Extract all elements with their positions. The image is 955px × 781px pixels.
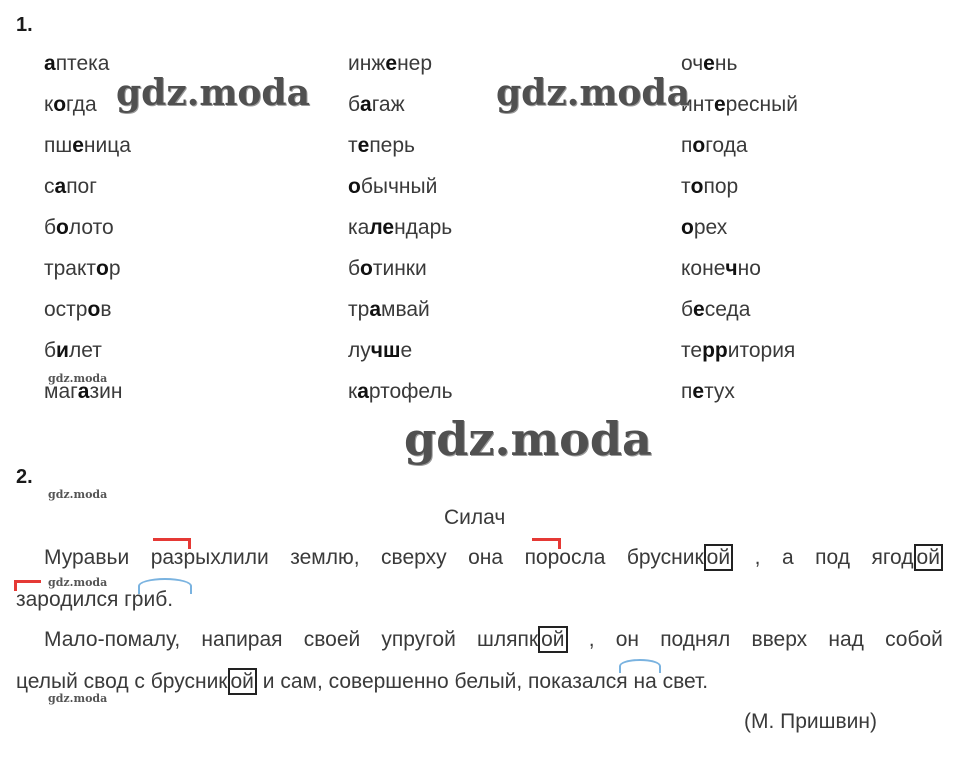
vocabulary-word: сапог <box>44 175 97 198</box>
highlighted-letter: ле <box>369 216 395 239</box>
text-title: Силач <box>444 506 506 529</box>
watermark: gdz.moda <box>496 72 690 114</box>
highlighted-letter: а <box>44 52 56 75</box>
watermark: gdz.moda <box>48 488 108 501</box>
highlighted-letter: о <box>53 93 67 116</box>
vocabulary-word: интересный <box>681 93 798 116</box>
watermark: gdz.moda <box>48 576 108 589</box>
vocabulary-word: магазин <box>44 380 123 403</box>
highlighted-letter: е <box>72 134 84 157</box>
vocabulary-word: когда <box>44 93 97 116</box>
vocabulary-word: территория <box>681 339 796 362</box>
paragraph-2-line-2: целый свод с брусник ой и сам, совершенно белый, показался на свет. <box>16 670 709 693</box>
vocabulary-word: календарь <box>348 216 453 239</box>
highlighted-letter: ч <box>725 257 738 280</box>
vocabulary-word: болото <box>44 216 114 239</box>
vocabulary-word: беседа <box>681 298 751 321</box>
vocabulary-word: багаж <box>348 93 405 116</box>
vocabulary-word: петух <box>681 380 735 403</box>
highlighted-letter: е <box>692 380 705 403</box>
highlighted-letter: е <box>703 52 715 75</box>
highlighted-letter: а <box>357 380 369 403</box>
highlighted-letter: о <box>360 257 373 280</box>
highlighted-letter: а <box>369 298 381 321</box>
vocabulary-word: пшеница <box>44 134 131 157</box>
highlighted-letter: о <box>96 257 109 280</box>
highlighted-letter: о <box>56 216 69 239</box>
vocabulary-word: аптека <box>44 52 110 75</box>
watermark: gdz.moda <box>48 372 108 385</box>
highlighted-letter: о <box>690 175 704 198</box>
vocabulary-word: конечно <box>681 257 761 280</box>
watermark: gdz.moda <box>404 412 652 466</box>
vocabulary-word: погода <box>681 134 748 157</box>
paragraph-2-line-1: Мало-помалу, напирая своей упругой шляпк ой , он поднял вверх над собой <box>44 628 943 651</box>
highlighted-letter: а <box>77 380 90 403</box>
paragraph-1-line-2: зародился гриб. <box>16 588 174 611</box>
highlighted-letter: о <box>692 134 706 157</box>
vocabulary-word: ботинки <box>348 257 427 280</box>
vocabulary-word: инженер <box>348 52 433 75</box>
vocabulary-word: очень <box>681 52 738 75</box>
highlighted-letter: о <box>681 216 694 239</box>
highlighted-letter: а <box>360 93 372 116</box>
highlighted-letter: о <box>87 298 101 321</box>
author-attribution: (М. Пришвин) <box>744 710 877 733</box>
highlighted-letter: е <box>693 298 705 321</box>
highlighted-letter: о <box>348 175 361 198</box>
exercise-1-number: 1. <box>16 14 33 36</box>
highlighted-letter: рр <box>702 339 728 362</box>
vocabulary-word: топор <box>681 175 739 198</box>
watermark: gdz.moda <box>48 692 108 705</box>
highlighted-letter: а <box>54 175 67 198</box>
highlighted-letter: е <box>713 93 726 116</box>
paragraph-1-line-1: Муравьи разрыхлили землю, сверху она поросла брусник ой , а под ягод ой <box>44 546 943 570</box>
vocabulary-word: орех <box>681 216 728 239</box>
vocabulary-word: теперь <box>348 134 415 157</box>
highlighted-letter: чш <box>370 339 401 362</box>
highlighted-letter: е <box>385 52 398 75</box>
highlighted-letter: и <box>56 339 69 362</box>
vocabulary-word: билет <box>44 339 102 362</box>
highlighted-letter: е <box>357 134 370 157</box>
vocabulary-word: трамвай <box>348 298 430 321</box>
vocabulary-word: трактор <box>44 257 121 280</box>
vocabulary-word: обычный <box>348 175 438 198</box>
vocabulary-word: остров <box>44 298 112 321</box>
vocabulary-word: лучше <box>348 339 413 362</box>
exercise-2-number: 2. <box>16 466 33 488</box>
vocabulary-word: картофель <box>348 380 453 403</box>
watermark: gdz.moda <box>116 72 310 114</box>
